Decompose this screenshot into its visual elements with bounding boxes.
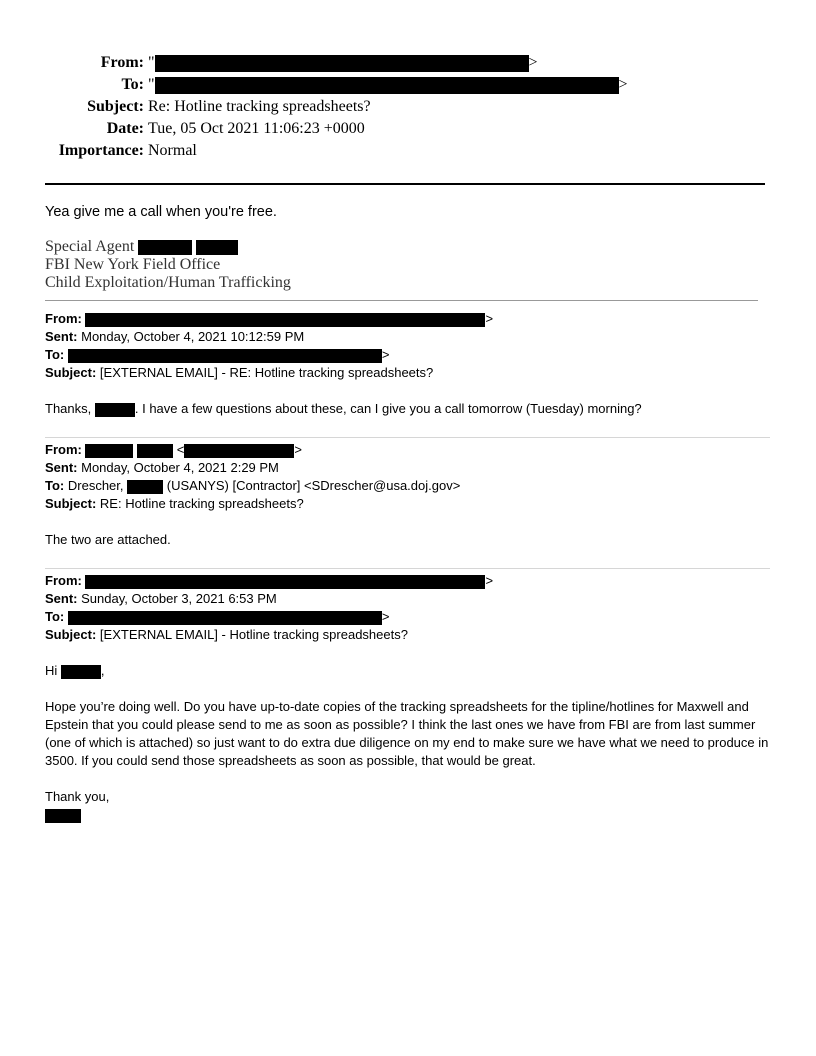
signature-divider — [45, 300, 758, 301]
header-importance-row — [0, 140, 816, 162]
header-divider — [45, 183, 765, 185]
message-3-to: To: > — [45, 609, 390, 624]
signature — [45, 238, 291, 292]
message-2-subject: Subject: RE: Hotline tracking spreadsheets? — [45, 496, 304, 511]
header-subject-row — [0, 96, 816, 118]
header-date-value: Tue, 05 Oct 2021 11:06:23 +0000 — [148, 120, 365, 137]
message-1-sent: Sent: Monday, October 4, 2021 10:12:59 PM — [45, 329, 305, 344]
message-2-from: From: < > — [45, 442, 302, 457]
header-from-row — [0, 52, 816, 74]
message-1-body: Thanks, . I have a few questions about these, can I give you a call tomorrow (Tuesday) morning? — [45, 401, 642, 416]
message-3-subject: Subject: [EXTERNAL EMAIL] - Hotline tracking spreadsheets? — [45, 627, 408, 642]
message-2-to: To: Drescher, (USANYS) [Contractor] <SDrescher@usa.doj.gov> — [45, 478, 461, 493]
message-2-body: The two are attached. — [45, 532, 171, 547]
redaction-block — [138, 240, 192, 255]
message-1-to: To: > — [45, 347, 390, 362]
redaction-block — [184, 444, 294, 458]
redaction-block — [61, 665, 101, 679]
redaction-block — [155, 55, 529, 72]
message-divider — [45, 437, 770, 438]
header-importance-label: Importance: — [58, 142, 144, 159]
header-date-row — [0, 118, 816, 140]
quoted-message-2 — [45, 441, 775, 549]
redaction-block — [45, 809, 81, 823]
header-to-row — [0, 74, 816, 96]
header-from-value: " > — [148, 54, 538, 71]
signature-line-1: Special Agent — [45, 238, 291, 256]
quoted-message-3 — [45, 572, 775, 824]
message-3-closing: Thank you, — [45, 789, 110, 804]
message-1-subject: Subject: [EXTERNAL EMAIL] - RE: Hotline tracking spreadsheets? — [45, 365, 434, 380]
message-3-from: From: > — [45, 573, 494, 588]
redaction-block — [68, 611, 382, 625]
message-divider — [45, 568, 770, 569]
header-to-label: To: — [121, 76, 144, 93]
quoted-message-1 — [45, 310, 775, 418]
redaction-block — [68, 349, 382, 363]
header-subject-label: Subject: — [87, 98, 144, 115]
signature-line-2: FBI New York Field Office — [45, 256, 221, 273]
redaction-block — [137, 444, 173, 458]
message-3-sent: Sent: Sunday, October 3, 2021 6:53 PM — [45, 591, 277, 606]
message-2-sent: Sent: Monday, October 4, 2021 2:29 PM — [45, 460, 279, 475]
redaction-block — [155, 77, 619, 94]
redaction-block — [95, 403, 135, 417]
header-from-label: From: — [100, 54, 144, 71]
message-3-greeting: Hi , — [45, 663, 105, 678]
message-3-paragraph: Hope you’re doing well. Do you have up-to-date copies of the tracking spreadsheets for the tipline/hotlines for Maxwell and Epstein that you could please send to me as soon as possible? I think the last ones we have from FBI are from last summer (one of which is attached) so just want to do extra due diligence on my end to make sure we have what we need to produce in 3500. If you could send those spreadsheets as soon as possible, that would be great. — [45, 699, 769, 768]
reply-text: Yea give me a call when you're free. — [45, 204, 277, 220]
redaction-block — [85, 313, 485, 327]
redaction-block — [85, 444, 133, 458]
header-date-label: Date: — [106, 120, 144, 137]
header-importance-value: Normal — [148, 142, 197, 159]
redaction-block — [196, 240, 238, 255]
header-subject-value: Re: Hotline tracking spreadsheets? — [148, 98, 371, 115]
redaction-block — [127, 480, 163, 494]
message-3-signature — [45, 806, 775, 824]
redaction-block — [85, 575, 485, 589]
signature-line-3: Child Exploitation/Human Trafficking — [45, 274, 291, 291]
message-1-from: From: > — [45, 311, 494, 326]
header-to-value: " > — [148, 76, 628, 93]
